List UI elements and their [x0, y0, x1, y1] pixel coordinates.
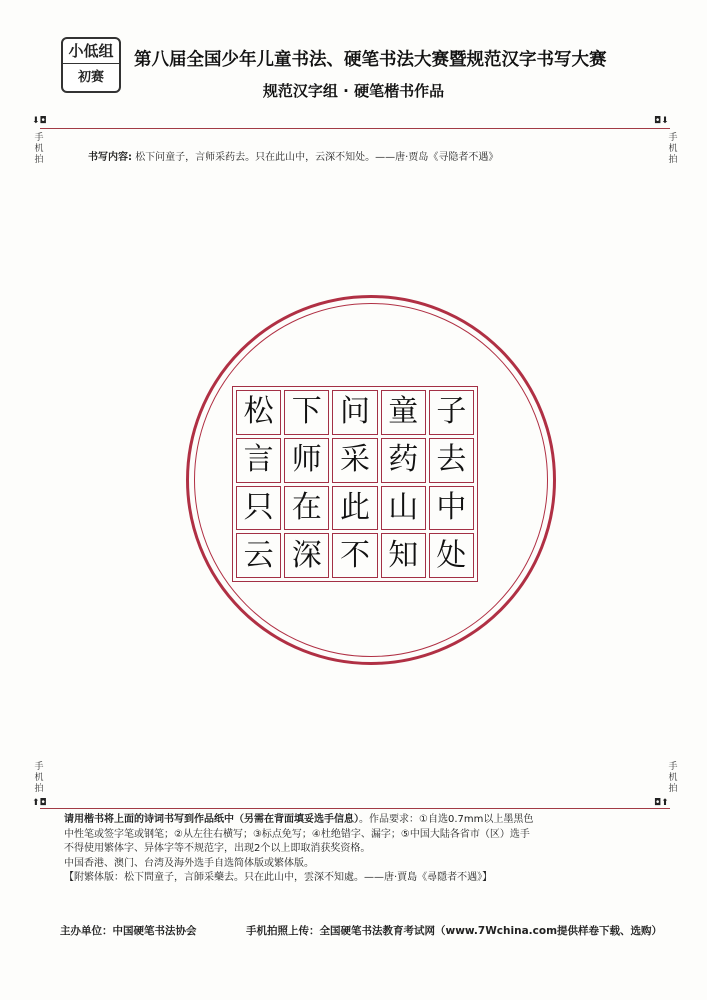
grid-cell: 只 — [236, 486, 281, 531]
page-title: 第八届全国少年儿童书法、硬笔书法大赛暨规范汉字书写大赛 — [134, 50, 607, 70]
instruction-line: 中国香港、澳门、台湾及海外选手自选简体版或繁体版。 — [64, 857, 314, 869]
grid-cell: 童 — [381, 390, 426, 435]
camera-icon: ⬆◘ — [32, 798, 47, 808]
grid-cell: 下 — [284, 390, 329, 435]
badge-group-label: 小低组 — [63, 39, 119, 64]
grid-cell: 师 — [284, 438, 329, 483]
grid-cell: 去 — [429, 438, 474, 483]
grid-cell: 处 — [429, 533, 474, 578]
margin-note: 手机拍 — [34, 133, 44, 165]
grid-cell: 不 — [332, 533, 377, 578]
grid-cell: 知 — [381, 533, 426, 578]
grid-cell: 药 — [381, 438, 426, 483]
grid-cell: 采 — [332, 438, 377, 483]
grid-cell: 云 — [236, 533, 281, 578]
content-text: 松下问童子，言师采药去。只在此山中，云深不知处。——唐·贾岛《寻隐者不遇》 — [135, 152, 499, 163]
instruction-line: 【附繁体版：松下問童子，言師采藥去。只在此山中，雲深不知處。——唐·賈島《尋隱者不遇》】 — [64, 872, 493, 883]
organizer: 主办单位：中国硬笔书法协会 — [60, 925, 197, 937]
grid-cell: 言 — [236, 438, 281, 483]
grid-cell: 山 — [381, 486, 426, 531]
bottom-divider — [40, 808, 670, 809]
instruction-line: 不得使用繁体字、异体字等不规范字，出现2个以上即取消获奖资格。 — [64, 843, 371, 854]
grid-cell: 中 — [429, 486, 474, 531]
camera-icon: ◘⬆ — [654, 798, 669, 808]
grid-cell: 问 — [332, 390, 377, 435]
grid-cell: 深 — [284, 533, 329, 578]
content-label: 书写内容: — [88, 152, 132, 163]
writing-content — [88, 148, 498, 163]
upload-info: 手机拍照上传：全国硬笔书法教育考试网（www.7Wchina.com提供样卷下载、选购） — [246, 925, 663, 937]
character-grid — [232, 386, 478, 582]
instruction-requirements: 。作品要求：①自选0.7mm以上墨黑色 — [359, 814, 534, 825]
grid-cell: 在 — [284, 486, 329, 531]
camera-icon: ⬇◘ — [32, 116, 47, 126]
instruction-line — [64, 813, 664, 828]
instructions — [64, 813, 664, 886]
camera-icon: ◘⬇ — [654, 116, 669, 126]
margin-note: 手机拍 — [34, 762, 44, 794]
instruction-lead: 请用楷书将上面的诗词书写到作品纸中（另需在背面填妥选手信息） — [64, 814, 359, 825]
grid-cell: 子 — [429, 390, 474, 435]
instruction-line: 中性笔或签字笔或钢笔；②从左往右横写；③标点免写；④杜绝错字、漏字；⑤中国大陆各省市（区）选手 — [64, 828, 530, 840]
margin-note: 手机拍 — [668, 762, 678, 794]
top-divider — [40, 128, 670, 129]
badge-round-label: 初赛 — [77, 70, 104, 85]
margin-note: 手机拍 — [668, 133, 678, 165]
grid-cell: 此 — [332, 486, 377, 531]
page-subtitle: 规范汉字组 · 硬笔楷书作品 — [262, 82, 445, 100]
grid-cell: 松 — [236, 390, 281, 435]
